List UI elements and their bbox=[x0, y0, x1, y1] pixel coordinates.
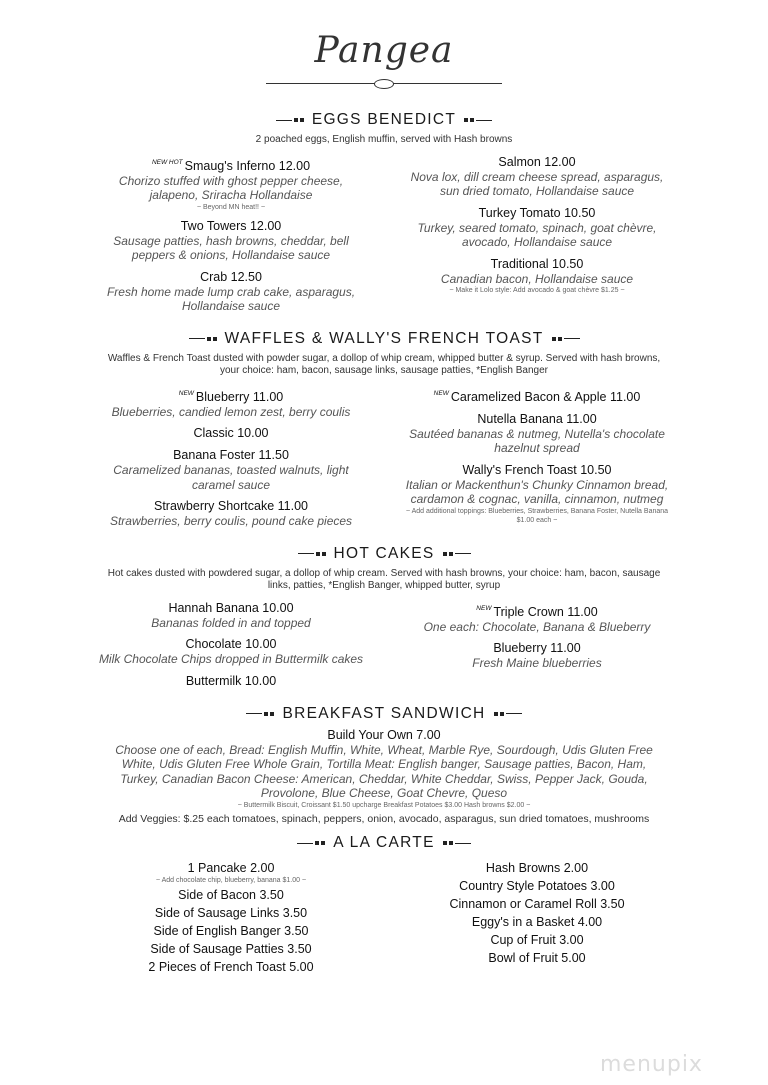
item-description: Choose one of each, Bread: English Muffin, White, Wheat, Marble Rye, Sourdough, Udis Gluten Free White, Udis Gluten Free Whole Grain, Tortilla Meat: English banger, Sausage patties, Bacon, Ham, Turkey, Canadian Bacon Cheese: American, Cheddar, White Cheddar, Swiss, Pepper Jack, Gouda, Provolone, Blue Cheese, Goat Chevre, Queso bbox=[115, 742, 653, 800]
item-description: Sausage patties, hash browns, cheddar, bell peppers & onions, Hollandaise sauce bbox=[113, 233, 349, 262]
menu-item bbox=[401, 915, 673, 930]
item-name-line bbox=[95, 637, 367, 652]
item-note: ~ Beyond MN heat!! ~ bbox=[196, 203, 266, 211]
item-name: Bowl of Fruit 5.00 bbox=[488, 951, 586, 965]
menu-column-right bbox=[401, 386, 673, 536]
item-name: Strawberry Shortcake 11.00 bbox=[153, 499, 308, 513]
section-title: BREAKFAST SANDWICH bbox=[282, 704, 486, 722]
item-name-line bbox=[401, 412, 673, 427]
menu-item bbox=[104, 728, 664, 826]
item-name-line bbox=[95, 499, 367, 514]
menu-item bbox=[401, 257, 673, 296]
item-name-line bbox=[401, 915, 673, 930]
menu-item bbox=[401, 641, 673, 671]
menu-item bbox=[401, 933, 673, 948]
heading-ornament-right bbox=[494, 712, 522, 716]
menu-item bbox=[95, 270, 367, 314]
menu-item bbox=[95, 448, 367, 492]
menu-columns bbox=[0, 861, 768, 978]
item-name-line bbox=[95, 448, 367, 463]
menu-column-right bbox=[401, 861, 673, 978]
item-name: Cup of Fruit 3.00 bbox=[490, 933, 584, 947]
item-name: Nutella Banana 11.00 bbox=[477, 411, 597, 426]
item-name: Chocolate 10.00 bbox=[185, 637, 277, 651]
item-name-line bbox=[401, 206, 673, 221]
menu-body bbox=[0, 110, 768, 986]
item-name-line bbox=[401, 463, 673, 478]
section-heading bbox=[0, 833, 768, 853]
section-heading bbox=[0, 544, 768, 564]
item-name-line bbox=[95, 426, 367, 441]
item-note: ~ Make it Lolo style: Add avocado & goat chèvre $1.25 ~ bbox=[449, 287, 625, 294]
item-name-line bbox=[95, 861, 367, 876]
item-note: ~ Add additional toppings: Blueberries, Strawberries, Banana Foster, Nutella Banana $1.00 each ~ bbox=[405, 507, 669, 524]
item-description: Sautéed bananas & nutmeg, Nutella's chocolate hazelnut spread bbox=[409, 426, 665, 455]
item-description: Chorizo stuffed with ghost pepper cheese, jalapeno, Sriracha Hollandaise bbox=[118, 173, 344, 202]
item-name: Traditional 10.50 bbox=[490, 256, 584, 271]
menu-columns bbox=[0, 601, 768, 696]
item-name: 1 Pancake 2.00 bbox=[187, 861, 275, 875]
item-name: Crab 12.50 bbox=[200, 269, 262, 284]
item-name: Classic 10.00 bbox=[193, 426, 269, 440]
item-name-line bbox=[401, 897, 673, 912]
section-heading bbox=[0, 329, 768, 349]
item-note: ~ Buttermilk Biscuit, Croissant $1.50 upcharge Breakfast Potatoes $3.00 Hash browns $2.00 ~ bbox=[237, 801, 531, 809]
menu-item bbox=[95, 155, 367, 212]
menu-item bbox=[401, 897, 673, 912]
item-name-line bbox=[401, 951, 673, 966]
item-name-line bbox=[95, 219, 367, 234]
title-ornament bbox=[266, 80, 502, 88]
item-name: Wally's French Toast 10.50 bbox=[462, 462, 612, 477]
menu-item bbox=[401, 601, 673, 635]
item-name: Two Towers 12.00 bbox=[180, 218, 282, 233]
menu-item bbox=[95, 426, 367, 441]
menu-item bbox=[95, 888, 367, 903]
restaurant-title: Pangea bbox=[314, 30, 454, 71]
item-name-line bbox=[401, 257, 673, 272]
item-name-line bbox=[95, 960, 367, 975]
section-heading bbox=[0, 110, 768, 130]
menu-item bbox=[95, 219, 367, 263]
menu-item bbox=[95, 386, 367, 420]
item-name-line bbox=[401, 861, 673, 876]
item-name: Eggy's in a Basket 4.00 bbox=[471, 915, 603, 929]
section-eggs-benedict bbox=[0, 110, 768, 321]
section-description: Waffles & French Toast dusted with powder sugar, a dollop of whip cream, whipped butter & syrup. Served with hash browns, your choice: ham, bacon, sausage links, sausage patties, *English Banger bbox=[107, 352, 661, 376]
heading-ornament-right bbox=[464, 118, 492, 122]
veggies-addon: Add Veggies: $.25 each tomatoes, spinach, peppers, onion, avocado, asparagus, sun dried tomatoes, mushrooms bbox=[118, 812, 650, 825]
menu-item bbox=[401, 861, 673, 876]
item-name-line bbox=[95, 155, 367, 174]
item-name-line bbox=[95, 888, 367, 903]
item-name: Country Style Potatoes 3.00 bbox=[459, 879, 615, 893]
item-name: Triple Crown 11.00 bbox=[493, 604, 598, 619]
heading-ornament-left bbox=[246, 712, 274, 716]
item-name: Side of Sausage Links 3.50 bbox=[154, 906, 308, 920]
menu-column-left bbox=[95, 155, 367, 321]
menu-item bbox=[95, 601, 367, 631]
menu-item bbox=[95, 637, 367, 667]
item-name-line bbox=[95, 270, 367, 285]
menu-item bbox=[401, 951, 673, 966]
section-title: WAFFLES & WALLY'S FRENCH TOAST bbox=[224, 329, 544, 347]
item-name-line bbox=[401, 641, 673, 656]
item-name: Salmon 12.00 bbox=[498, 154, 576, 169]
item-name: Cinnamon or Caramel Roll 3.50 bbox=[449, 897, 625, 911]
item-name: Hannah Banana 10.00 bbox=[168, 600, 294, 615]
item-name-line bbox=[95, 386, 367, 405]
item-name-line bbox=[95, 924, 367, 939]
menu-item bbox=[401, 206, 673, 250]
section-title: HOT CAKES bbox=[333, 544, 435, 562]
section-description: 2 poached eggs, English muffin, served with Hash browns bbox=[255, 134, 513, 145]
item-name-line bbox=[95, 601, 367, 616]
menu-columns bbox=[0, 386, 768, 536]
new-badge: NEW bbox=[178, 389, 194, 397]
section-waffles bbox=[0, 329, 768, 536]
section-description: Hot cakes dusted with powdered sugar, a dollop of whip cream. Served with hash browns, your choice: ham, bacon, sausage links, patties, *English Banger, whipped butter, syrup bbox=[107, 567, 661, 591]
item-name: Buttermilk 10.00 bbox=[185, 673, 277, 688]
item-name-line bbox=[401, 386, 673, 405]
item-name-line bbox=[401, 879, 673, 894]
section-heading bbox=[0, 704, 768, 724]
menu-item bbox=[95, 960, 367, 975]
heading-ornament-right bbox=[443, 552, 471, 556]
item-description: Milk Chocolate Chips dropped in Buttermilk cakes bbox=[98, 652, 364, 666]
section-title: EGGS BENEDICT bbox=[311, 111, 457, 128]
section-breakfast-sandwich bbox=[0, 704, 768, 826]
item-name: Blueberry 11.00 bbox=[195, 389, 284, 404]
item-name: Side of Bacon 3.50 bbox=[178, 888, 284, 902]
section-hot-cakes bbox=[0, 544, 768, 696]
item-name-line bbox=[95, 906, 367, 921]
menu-item bbox=[95, 942, 367, 957]
menu-column-right bbox=[401, 155, 673, 321]
menu-item bbox=[401, 879, 673, 894]
heading-ornament-left bbox=[189, 337, 217, 341]
menu-item bbox=[95, 674, 367, 689]
menu-column-left bbox=[95, 386, 367, 536]
item-name: Build Your Own 7.00 bbox=[327, 727, 441, 742]
item-description: Fresh Maine blueberries bbox=[472, 656, 602, 670]
item-description: One each: Chocolate, Banana & Blueberry bbox=[423, 619, 651, 634]
menu-item bbox=[401, 155, 673, 199]
item-note: ~ Add chocolate chip, blueberry, banana $1.00 ~ bbox=[155, 877, 307, 884]
menu-item bbox=[95, 861, 367, 885]
item-description: Bananas folded in and topped bbox=[151, 615, 311, 630]
menu-item bbox=[401, 386, 673, 405]
heading-ornament-right bbox=[552, 337, 580, 341]
item-description: Caramelized bananas, toasted walnuts, light caramel sauce bbox=[113, 463, 349, 492]
item-name: Caramelized Bacon & Apple 11.00 bbox=[450, 389, 641, 404]
item-name: Smaug's Inferno 12.00 bbox=[184, 158, 311, 173]
item-name-line bbox=[401, 933, 673, 948]
watermark-logo: menupix bbox=[600, 1052, 703, 1077]
menu-item bbox=[401, 412, 673, 456]
menu-item bbox=[95, 906, 367, 921]
item-description: Turkey, seared tomato, spinach, goat chèvre, avocado, Hollandaise sauce bbox=[417, 220, 657, 249]
item-description: Fresh home made lump crab cake, asparagus, Hollandaise sauce bbox=[106, 284, 356, 313]
item-name: Turkey Tomato 10.50 bbox=[478, 205, 596, 220]
item-name-line bbox=[401, 155, 673, 170]
item-name: Side of Sausage Patties 3.50 bbox=[150, 942, 312, 956]
menu-item bbox=[401, 463, 673, 525]
new-badge: NEW bbox=[433, 389, 449, 397]
item-description: Italian or Mackenthun's Chunky Cinnamon bread, cardamon & cognac, vanilla, cinnamon, nutmeg bbox=[405, 477, 669, 506]
item-name-line bbox=[401, 601, 673, 620]
item-name-line bbox=[95, 674, 367, 689]
new-badge: NEW bbox=[476, 604, 492, 612]
item-name: Banana Foster 11.50 bbox=[173, 448, 289, 462]
item-description: Canadian bacon, Hollandaise sauce bbox=[440, 271, 634, 286]
item-description: Nova lox, dill cream cheese spread, asparagus, sun dried tomato, Hollandaise sauce bbox=[410, 169, 664, 198]
menu-columns bbox=[0, 155, 768, 321]
heading-ornament-left bbox=[276, 118, 304, 122]
menu-item bbox=[95, 499, 367, 529]
heading-ornament-left bbox=[298, 552, 326, 556]
item-description: Blueberries, candied lemon zest, berry coulis bbox=[111, 404, 351, 419]
menu-column-left bbox=[95, 861, 367, 978]
heading-ornament-left bbox=[297, 841, 325, 845]
menu-column-left bbox=[95, 601, 367, 696]
section-a-la-carte bbox=[0, 833, 768, 978]
new-badge: NEW HOT bbox=[151, 158, 183, 166]
item-name-line bbox=[95, 942, 367, 957]
item-name: Blueberry 11.00 bbox=[493, 641, 581, 655]
menu-column-right bbox=[401, 601, 673, 696]
heading-ornament-right bbox=[443, 841, 471, 845]
item-name: Hash Browns 2.00 bbox=[485, 861, 589, 875]
item-description: Strawberries, berry coulis, pound cake pieces bbox=[109, 514, 353, 528]
menu-item bbox=[95, 924, 367, 939]
item-name: 2 Pieces of French Toast 5.00 bbox=[148, 960, 314, 974]
item-name: Side of English Banger 3.50 bbox=[153, 924, 309, 938]
section-title: A LA CARTE bbox=[333, 834, 435, 851]
